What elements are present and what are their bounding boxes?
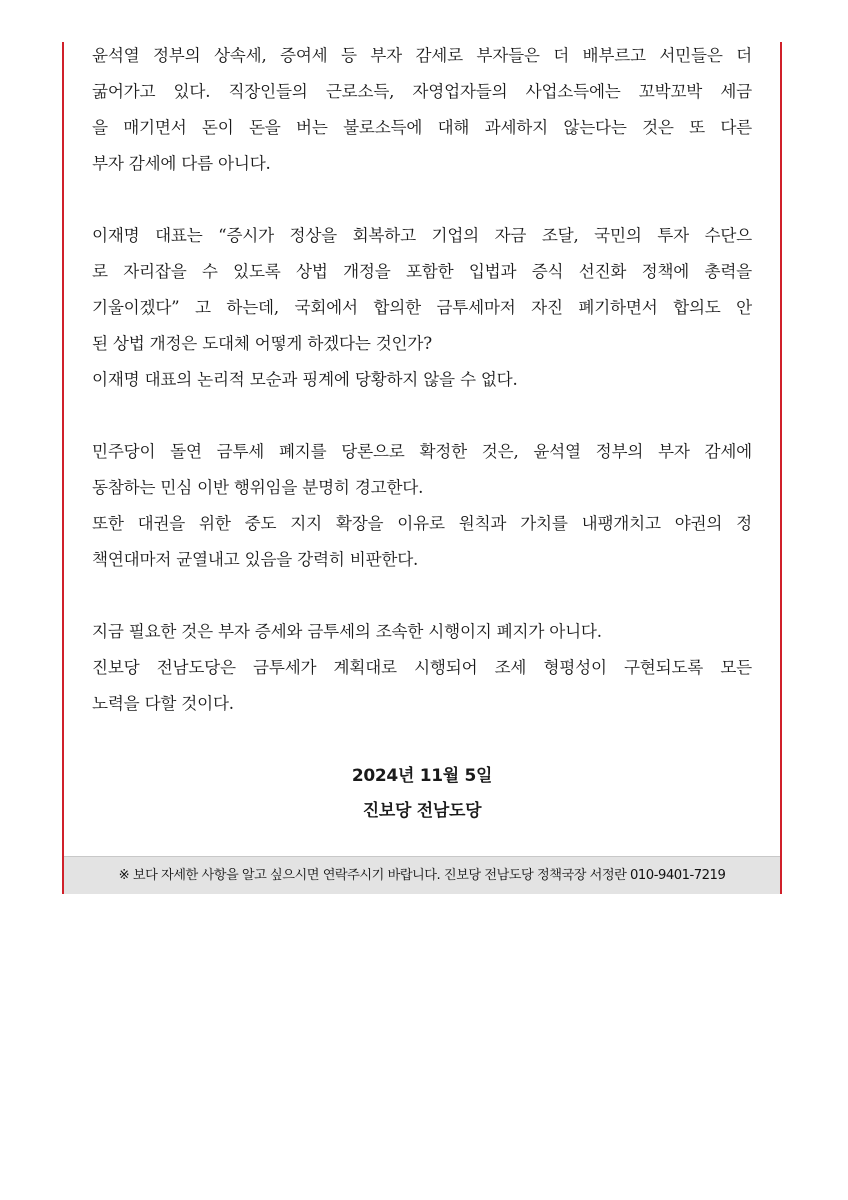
text-line: 이재명 대표의 논리적 모순과 핑계에 당황하지 않을 수 없다. bbox=[92, 370, 518, 389]
text-line: 진보당 전남도당은 금투세가 계획대로 시행되어 조세 형평성이 구현되도록 모든 bbox=[92, 658, 752, 677]
text-line: 책연대마저 균열내고 있음을 강력히 비판한다. bbox=[92, 550, 419, 569]
text-line: 이재명 대표는 “증시가 정상을 회복하고 기업의 자금 조달, 국민의 투자 수단으 bbox=[92, 226, 752, 245]
text-line: 노력을 다할 것이다. bbox=[92, 694, 234, 713]
document-body bbox=[92, 38, 752, 722]
text-line: 지금 필요한 것은 부자 증세와 금투세의 조속한 시행이지 폐지가 아니다. bbox=[92, 622, 602, 641]
contact-footer bbox=[64, 856, 780, 894]
text-line: 동참하는 민심 이반 행위임을 분명히 경고한다. bbox=[92, 478, 424, 497]
text-line: 부자 감세에 다름 아니다. bbox=[92, 154, 271, 173]
text-line: 기울이겠다” 고 하는데, 국회에서 합의한 금투세마저 자진 폐기하면서 합의도 안 bbox=[92, 298, 752, 317]
text-line: 또한 대권을 위한 중도 지지 확장을 이유로 원칙과 가치를 내팽개치고 야권의 정 bbox=[92, 514, 752, 533]
text-line: 된 상법 개정은 도대체 어떻게 하겠다는 것인가? bbox=[92, 334, 432, 353]
statement-date: 2024년 11월 5일 bbox=[351, 766, 493, 786]
text-line: 을 매기면서 돈이 돈을 버는 불로소득에 대해 과세하지 않는다는 것은 또 다른 bbox=[92, 118, 752, 137]
paragraph-lee-jae-myung-quote bbox=[92, 218, 752, 398]
paragraph-democratic-party-warning bbox=[92, 434, 752, 578]
text-line: 굶어가고 있다. 직장인들의 근로소득, 자영업자들의 사업소득에는 꼬박꼬박 세금 bbox=[92, 82, 752, 101]
paragraph-tax-cut-criticism bbox=[92, 38, 752, 182]
text-line: 윤석열 정부의 상속세, 증여세 등 부자 감세로 부자들은 더 배부르고 서민들은 더 bbox=[92, 46, 752, 65]
contact-footer-text: ※ 보다 자세한 사항을 알고 싶으시면 연락주시기 바랍니다. 진보당 전남도당 정책국장 서정란 010-9401-7219 bbox=[118, 868, 726, 883]
paragraph-conclusion bbox=[92, 614, 752, 722]
issuing-organization: 진보당 전남도당 bbox=[362, 801, 482, 821]
text-line: 로 자리잡을 수 있도록 상법 개정을 포함한 입법과 증식 선진화 정책에 총력을 bbox=[92, 262, 752, 281]
text-line: 민주당이 돌연 금투세 폐지를 당론으로 확정한 것은, 윤석열 정부의 부자 감세에 bbox=[92, 442, 752, 461]
